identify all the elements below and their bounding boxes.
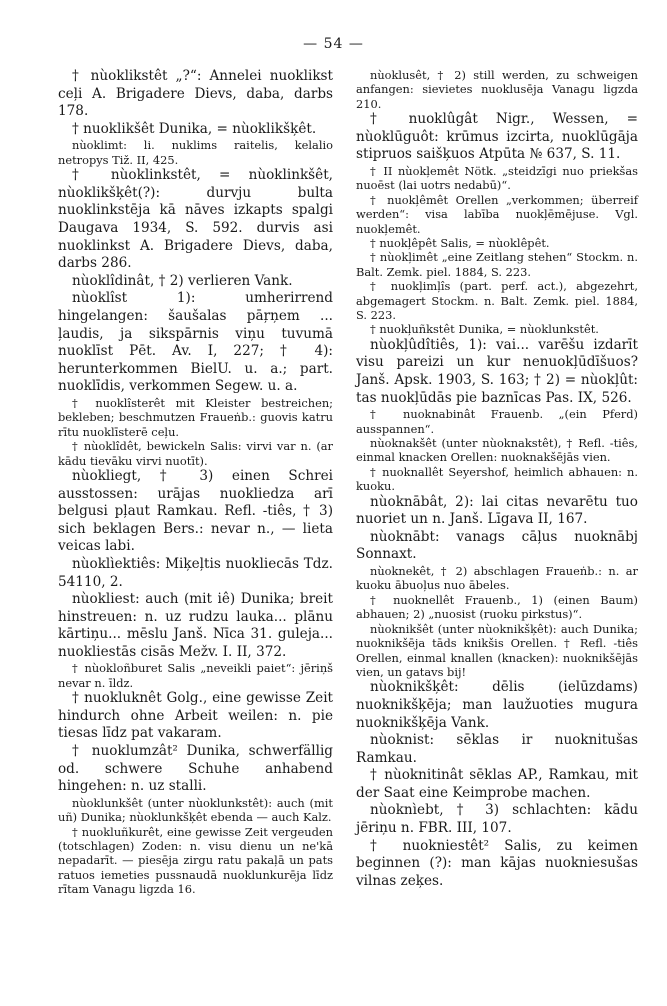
dictionary-entry: † nuoklumzât² Dunika, schwerfällig od. schwere Schuhe anhabend hingehen: n. uz stalli. [58, 743, 333, 795]
dictionary-entry: nùoknābât, 2): lai citas nevarētu tuo nuoriet un n. Janš. Līgava II, 167. [356, 493, 638, 528]
dictionary-entry: † nùoklîdêt, bewickeln Salis: virvi var n. (ar kādu tievāku virvi nuotīt). [58, 439, 333, 468]
dictionary-entry: † nuokļêpêt Salis, = nùoklêpêt. [370, 236, 550, 251]
dictionary-entry: nùoklunkšêt (unter nùoklunkstêt): auch (mit uñ) Dunika; nùoklunkšķêt ebenda — auch Kalz. [58, 795, 333, 825]
dictionary-entry: nùoknekêt, † 2) abschlagen Fraueṅb.: n. ar kuoku ābuoļus nuo ābeles. [356, 564, 638, 593]
dictionary-entry: nùoknist: sēklas ir nuoknitušas Ramkau. [356, 732, 638, 766]
dictionary-entry: nùoklusêt, † 2) still werden, zu schweigen anfangen: sievietes nuoklusēja Vanagu ligzda 210. [356, 68, 638, 111]
dictionary-entry: nùoklîdinât, † 2) verlieren Vank. [72, 272, 293, 289]
dictionary-entry: † II nùokļemêt Nötk. „steidzīgi nuo priekšas nuoēst (lai uotrs nedabū)“. [356, 164, 638, 193]
dictionary-entry: † nuokļimļîs (part. perf. act.), abgezehrt, abgemagert Stockm. n. Balt. Zemk. piel. 1884, S. 223. [356, 279, 638, 323]
dictionary-entry: † nuokniestêt² Salis, zu keimen beginnen (?): man kājas nuokniesušas vilnas zeķes. [356, 837, 638, 889]
dictionary-entry: nùoklîst 1): umherirrend hingelangen: šaušalas pāŗņem ... ļaudis, ja sikspārnis viņu tuvumā nuoklīst Pēt. Av. I, 227; † 4): herunterkommen BielU. u. a.; part. nuoklīdis, verkommen Segew. u. a. [58, 290, 333, 395]
dictionary-entry: † nuokluknêt Golg., eine gewisse Zeit hindurch ohne Arbeit weilen: n. pie tiesas līdz pat vakaram. [58, 690, 333, 742]
page-header: — 54 — [303, 36, 364, 52]
dictionary-entry: † nuoklikšêt Dunika, = nùoklikšķêt. [72, 120, 317, 137]
dictionary-entry: † nùoknitinât sēklas AP., Ramkau, mit der Saat eine Keimprobe machen. [356, 767, 638, 801]
dictionary-entry: † nùoklikstêt „?“: Annelei nuoklikst ceļi A. Brigadere Dievs, daba, darbs 178. [58, 68, 333, 120]
dictionary-entry: † nuokluñkurêt, eine gewisse Zeit vergeuden (totschlagen) Zoden: n. visu dienu un ne'kā nepadarīt. — piesēja zirgu ratu pakaļā un pats ratuos iemeties pussnaudā nuoklunkurēja līdz rītam Vanagu ligzda 16. [58, 824, 333, 897]
dictionary-entry: nùoknikšķêt: dēlis (ielūzdams) nuoknikšķēja; man laužuoties mugura nuoknikšķēja Vank. [356, 679, 638, 731]
dictionary-entry: † nuoknallêt Seyershof, heimlich abhauen: n. kuoku. [356, 464, 638, 494]
dictionary-entry: nùoknìebt, † 3) schlachten: kādu jēriņu n. FBR. III, 107. [356, 802, 638, 837]
dictionary-entry: nùoklìektiês: Miķeļtis nuokliecās Tdz. 54110, 2. [58, 555, 333, 590]
dictionary-entry: † nuoklîsterêt mit Kleister bestreichen; bekleben; beschmutzen Fraueṅb.: guovis katru rītu nuoklīsterē ceļu. [58, 395, 333, 439]
dictionary-entry: † nuokļêmêt Orellen „verkommen; überreif werden“: visa labība nuokļēmējuse. Vgl. nuokļemêt. [356, 192, 638, 236]
dictionary-entry: nùoklimt: li. nuklims raitelis, kelalio netropys Tiž. II, 425. [58, 138, 333, 167]
dictionary-entry: nùokliegt, † 3) einen Schrei ausstossen: urājas nuokliedza arī belgusi pļaut Ramkau. Refl. -tiês, † 3) sich beklagen Bers.: nevar n., — lieta veicas labi. [58, 467, 333, 555]
dictionary-entry: nùokļûdîtiês, 1): vai... varēšu izdarīt visu pareizi un kur nenuokļūdīšuos? Janš. Apsk. 1903, S. 163; † 2) = nùokļût: tas nuokļūdās pie baznīcas Pas. IX, 526. [356, 336, 638, 406]
left-column [58, 68, 333, 897]
dictionary-entry: nùokliest: auch (mit iê) Dunika; breit hinstreuen: n. uz rudzu lauka... plānu kārtiņu... mēslu Janš. Nīca 31. guleja... nuokliestās cisās Mežv. I. II, 372. [58, 591, 333, 660]
dictionary-entry: † nuoklûgât Nigr., Wessen, = nùoklūguôt: krūmus izcirta, nuoklūgāja stipruos saišķuos Atpūta № 637, S. 11. [356, 111, 638, 163]
dictionary-entry: † nuoknabinât Frauenb. „(ein Pferd) ausspannen“. [356, 407, 638, 436]
dictionary-entry: nùoknikšêt (unter nùoknikšķêt): auch Dunika; nuoknikšēja tāds knikšis Orellen. † Refl. -tiês Orellen, einmal knallen (knacken): nuoknikšējās vien, un gatavs bij! [356, 621, 638, 679]
dictionary-entry: nùoknakšêt (unter nùoknakstêt), † Refl. -tiês, einmal knacken Orellen: nuoknakšējās vien. [356, 436, 638, 465]
dictionary-entry: † nùokļimêt „eine Zeitlang stehen“ Stockm. n. Balt. Zemk. piel. 1884, S. 223. [356, 250, 638, 279]
dictionary-entry: † nuoknellêt Frauenb., 1) (einen Baum) abhauen; 2) „nuosist (ruoku pirkstus)“. [356, 592, 638, 622]
dictionary-entry: † nùoklinkstêt, = nùoklinkšêt, nùoklikšķêt(?): durvju bulta nuoklinkstēja kā nāves izkapts spalgi Daugava 1934, S. 592. durvis asi nuoklinkst A. Brigadere Dievs, daba, darbs 286. [58, 167, 333, 272]
dictionary-entry: † nuokļuñkstêt Dunika, = nùoklunkstêt. [370, 322, 599, 337]
dictionary-entry: † nùokloñburet Salis „neveikli paiet“: jēriņš nevar n. īldz. [58, 661, 333, 690]
dictionary-entry: nùoknābt: vanags cāļus nuoknābj Sonnaxt. [356, 528, 638, 563]
right-column [356, 68, 638, 890]
